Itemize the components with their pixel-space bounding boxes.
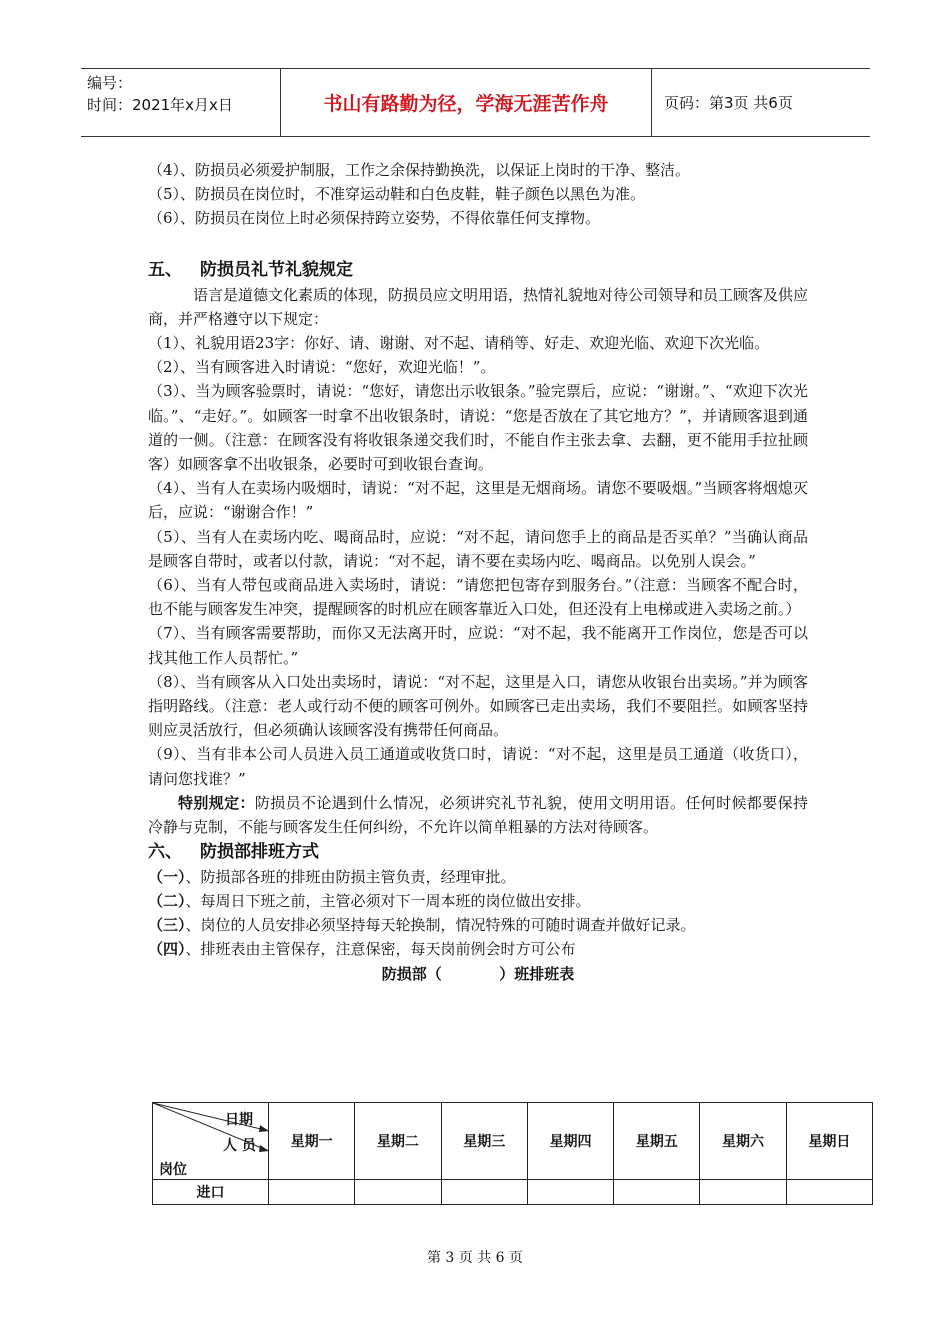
table-cell — [614, 1180, 700, 1205]
courtesy-item-8: （8）、当有顾客从入口处出卖场时，请说：“对不起，这里是入口，请您从收银台出卖场。”并为顾客指明路线。（注意：老人或行动不便的顾客可例外。如顾客已走出卖场，我们不要阻拦。如顾客坚持则应灵活放行，但必须确认该顾客没有携带任何商品。 — [148, 672, 808, 740]
schedule-rule-2 — [148, 889, 808, 913]
day-header-wed: 星期三 — [441, 1103, 527, 1180]
arrow-icon — [259, 1145, 269, 1152]
table-cell — [786, 1180, 872, 1205]
day-header-sun: 星期日 — [786, 1103, 872, 1180]
schedule-rule-1-num: （一） — [148, 868, 186, 887]
table-row — [153, 1180, 873, 1205]
doc-date-label: 时间：2021年x月x日 — [87, 96, 233, 114]
row-post-entrance: 进口 — [153, 1180, 269, 1205]
courtesy-item-7: （7）、当有顾客需要帮助，而你又无法离开时，应说：“对不起，我不能离开工作岗位，您是否可以找其他工作人员帮忙。” — [148, 624, 808, 667]
schedule-rule-2-num: （二） — [148, 892, 186, 911]
section-5-number: 五、 — [148, 259, 182, 280]
arrow-icon — [259, 1125, 269, 1132]
corner-label-staff: 人 员 — [223, 1138, 256, 1154]
section-6-title: 防损部排班方式 — [200, 842, 319, 863]
day-header-tue: 星期二 — [355, 1103, 441, 1180]
section-6-heading — [148, 839, 808, 865]
schedule-table — [152, 1102, 873, 1205]
schedule-rule-1 — [148, 865, 808, 889]
header-page-info: 页码：第3页 共6页 — [664, 94, 793, 112]
courtesy-item-4: （4）、当有人在卖场内吸烟时，请说：“对不起，这里是无烟商场。请您不要吸烟。”当顾客将烟熄灭后，应说：“谢谢合作！” — [148, 479, 808, 522]
schedule-rule-3-num: （三） — [148, 916, 186, 935]
schedule-table-title: 防损部（ ）班排班表 — [381, 965, 575, 984]
page-header — [81, 68, 870, 137]
courtesy-item-6: （6）、当有人带包或商品进入卖场时，请说：“请您把包寄存到服务台。”（注意：当顾客不配合时，也不能与顾客发生冲突，提醒顾客的时机应在顾客靠近入口处，但还没有上电梯或进入卖场之前。） — [148, 576, 808, 619]
schedule-rule-4-text: 、排班表由主管保存，注意保密，每天岗前例会时方可公布 — [185, 940, 576, 959]
table-cell — [441, 1180, 527, 1205]
page-footer: 第 3 页 共 6 页 — [426, 1250, 524, 1266]
special-rule — [148, 791, 808, 839]
intro-item-4: （4）、防损员必须爱护制服，工作之余保持勤换洗，以保证上岗时的干净、整洁。 — [148, 161, 691, 179]
corner-label-date: 日期 — [225, 1112, 253, 1128]
courtesy-item-5: （5）、当有人在卖场内吃、喝商品时，应说：“对不起，请问您手上的商品是否买单？”当确认商品是顾客自带时，或者以付款，请说：“对不起，请不要在卖场内吃、喝商品。以免别人误会。” — [148, 527, 808, 570]
day-header-thu: 星期四 — [527, 1103, 613, 1180]
day-header-sat: 星期六 — [700, 1103, 786, 1180]
corner-label-post: 岗位 — [159, 1162, 187, 1178]
table-cell — [269, 1180, 355, 1205]
schedule-table-header-row — [153, 1103, 873, 1180]
table-cell — [355, 1180, 441, 1205]
courtesy-item-2: （2）、当有顾客进入时请说：“您好，欢迎光临！”。 — [148, 358, 496, 377]
header-motto: 书山有路勤为径，学海无涯苦作舟 — [281, 69, 652, 136]
doc-code-label: 编号： — [87, 74, 133, 92]
section-5-title: 防损员礼节礼貌规定 — [200, 259, 353, 280]
header-meta — [81, 69, 281, 136]
schedule-rule-3-text: 、岗位的人员安排必须坚持每天轮换制，情况特殊的可随时调查并做好记录。 — [185, 916, 696, 935]
schedule-rule-4-num: （四） — [148, 940, 186, 959]
courtesy-item-9: （9）、当有非本公司人员进入员工通道或收货口时，请说：“对不起，这里是员工通道（收货口），请问您找谁？” — [148, 745, 808, 788]
day-header-fri: 星期五 — [614, 1103, 700, 1180]
intro-item-6: （6）、防损员在岗位上时必须保持跨立姿势，不得依靠任何支撑物。 — [148, 209, 601, 228]
schedule-rule-2-text: 、每周日下班之前，主管必须对下一周本班的岗位做出安排。 — [185, 892, 591, 911]
section-6-number: 六、 — [148, 842, 182, 863]
schedule-rule-1-text: 、防损部各班的排班由防损主管负责，经理审批。 — [185, 868, 516, 887]
table-cell — [527, 1180, 613, 1205]
special-rule-text: 防损员不论遇到什么情况，必须讲究礼节礼貌，使用文明用语。任何时候都要保持冷静与克制，不能与顾客发生任何纠纷，不允许以简单粗暴的方法对待顾客。 — [148, 793, 808, 837]
courtesy-item-3: （3）、当为顾客验票时，请说：“您好，请您出示收银条。”验完票后，应说：“谢谢。”、“欢迎下次光临。”、“走好。”。如顾客一时拿不出收银条时，请说：“您是否放在了其它地方？”，并请顾客退到通道的一侧。（注意：在顾客没有将收银条递交我们时，不能自作主张去拿、去翻，更不能用手拉扯顾客）如顾客拿不出收银条，必要时可到收银台查询。 — [148, 382, 808, 474]
schedule-rule-4 — [148, 937, 808, 961]
section-5-intro: 语言是道德文化素质的体现，防损员应文明用语，热情礼貌地对待公司领导和员工顾客及供应商，并严格遵守以下规定： — [148, 285, 809, 328]
section-5-heading — [148, 257, 808, 283]
table-cell — [700, 1180, 786, 1205]
schedule-rule-3 — [148, 913, 808, 937]
document-body — [148, 158, 808, 987]
intro-item-5: （5）、防损员在岗位时，不准穿运动鞋和白色皮鞋，鞋子颜色以黑色为准。 — [148, 185, 646, 204]
special-rule-label: 特别规定： — [178, 793, 255, 812]
table-corner-cell — [153, 1103, 269, 1180]
courtesy-item-1: （1）、礼貌用语23字：你好、请、谢谢、对不起、请稍等、好走、欢迎光临、欢迎下次光临。 — [148, 334, 770, 353]
day-header-mon: 星期一 — [269, 1103, 355, 1180]
